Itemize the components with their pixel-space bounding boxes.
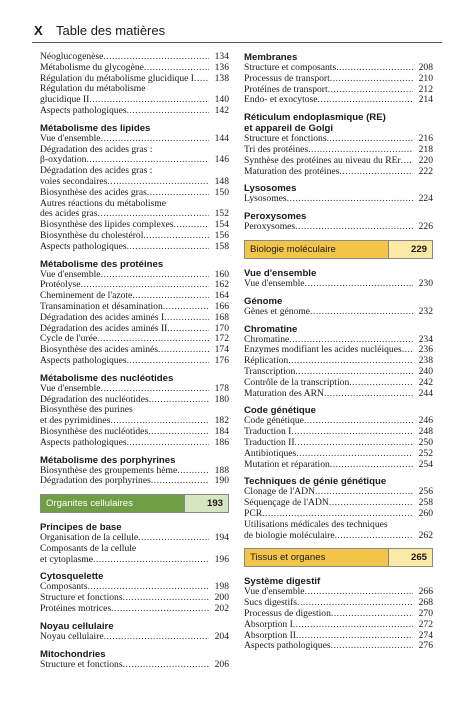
toc-entry-page: 194 — [214, 532, 229, 544]
toc-entry-page: 184 — [214, 425, 229, 437]
toc-entry[interactable] — [244, 389, 433, 400]
toc-entry-title: Traduction I — [244, 426, 292, 438]
page-title: Table des matières — [56, 23, 166, 38]
toc-entry-title: Gènes et génome — [244, 305, 311, 317]
toc-entry-title: Code génétique — [244, 415, 304, 427]
chapter-page-number: 265 — [388, 549, 432, 566]
section-heading: Membranes — [244, 52, 298, 63]
toc-entry-title: Sucs digestifs — [244, 597, 298, 609]
toc-entry-title: Réplication — [244, 355, 289, 367]
dot-leader — [194, 74, 209, 85]
dot-leader — [315, 487, 413, 498]
toc-entry-title: Biosynthèse des groupements hème — [40, 464, 178, 476]
dot-leader — [295, 222, 413, 233]
toc-entry-page: 274 — [418, 629, 433, 641]
dot-leader — [127, 106, 209, 117]
dot-leader — [167, 324, 209, 335]
dot-leader — [144, 63, 209, 74]
toc-entry-page: 246 — [418, 415, 433, 427]
toc-entry-page: 248 — [418, 426, 433, 438]
toc-entry-title: Synthèse des protéines au niveau du REr — [244, 154, 401, 166]
toc-entry-title: Mutation et réparation — [244, 458, 330, 470]
toc-entry-page: 200 — [214, 592, 229, 604]
dot-leader — [305, 587, 413, 598]
dot-leader — [101, 134, 209, 145]
toc-entry[interactable] — [244, 531, 433, 542]
toc-entry-title: Dégradation des porphyrines — [40, 475, 151, 487]
dot-leader — [149, 395, 209, 406]
toc-entry[interactable] — [244, 156, 433, 167]
chapter-title: Tissus et organes — [245, 549, 388, 566]
toc-entry-title: Processus de transport — [244, 72, 330, 84]
dot-leader — [339, 167, 413, 178]
dot-leader — [101, 270, 209, 281]
section-heading: Principes de base — [40, 522, 122, 534]
toc-entry-page: 212 — [418, 83, 433, 95]
dot-leader — [148, 427, 209, 438]
toc-entry-page: 218 — [418, 143, 433, 155]
toc-entry[interactable] — [40, 632, 229, 643]
toc-entry-title: Structure et fonctions — [40, 592, 123, 604]
toc-entry-page: 150 — [214, 186, 229, 198]
toc-entry[interactable] — [244, 279, 433, 290]
dot-leader — [288, 356, 413, 367]
section-heading: Chromatine — [244, 323, 298, 335]
dot-leader — [327, 134, 413, 145]
toc-entry-page: 268 — [418, 597, 433, 609]
dot-leader — [174, 220, 210, 231]
toc-entry-title: glucidique II — [40, 94, 90, 106]
toc-entry-title: Peroxysomes — [244, 221, 296, 233]
toc-entry-page: 180 — [214, 393, 229, 405]
toc-entry-page: 242 — [418, 376, 433, 388]
dot-leader — [330, 460, 413, 471]
section-heading: Système digestif — [244, 576, 321, 588]
dot-leader — [305, 279, 413, 290]
toc-entry-page: 240 — [418, 365, 433, 377]
toc-entry-title: des acides gras — [40, 208, 98, 220]
toc-entry-title: Vue d'ensemble — [244, 277, 305, 289]
toc-entry-page: 182 — [214, 415, 229, 427]
toc-entry-title: PCR — [244, 507, 263, 519]
toc-entry-title: Structure et composants — [244, 62, 337, 73]
section-heading: Peroxysomes — [244, 211, 307, 223]
toc-entry-page: 196 — [214, 553, 229, 565]
section-heading: Métabolisme des porphyrines — [40, 454, 176, 466]
toc-entry[interactable] — [40, 356, 229, 367]
page-number: X — [34, 23, 43, 38]
dot-leader — [401, 156, 413, 167]
toc-entry-page: 262 — [418, 529, 433, 541]
toc-entry-page: 188 — [214, 464, 229, 476]
toc-entry-page: 210 — [418, 72, 433, 84]
toc-entry-page: 178 — [214, 382, 229, 394]
toc-entry-page: 216 — [418, 133, 433, 145]
dot-leader — [328, 85, 413, 96]
toc-entry-page: 148 — [214, 175, 229, 187]
toc-entry[interactable] — [40, 313, 229, 324]
toc-entry-page: 234 — [418, 333, 433, 345]
toc-entry-title: Structure et fonctions — [40, 658, 123, 670]
toc-entry-page: 138 — [214, 72, 229, 84]
toc-entry-page: 222 — [418, 165, 433, 177]
toc-entry-page: 160 — [214, 268, 229, 280]
toc-entry-title: Dégradation des acides aminés II — [40, 322, 168, 334]
toc-entry-title: Chromatine — [244, 333, 290, 345]
toc-entry-page: 174 — [214, 344, 229, 356]
toc-entry-page: 266 — [418, 586, 433, 598]
section-heading: Cytosquelette — [40, 571, 104, 583]
dot-leader — [164, 313, 209, 324]
chapter-banner[interactable] — [244, 548, 433, 567]
toc-entry-title: Aspects pathologiques — [40, 240, 127, 252]
toc-entry-title: Cheminement de l'azote — [40, 290, 133, 302]
toc-entry-title: Protéines motrices — [40, 603, 112, 615]
toc-entry-title: Absorption I — [244, 618, 293, 630]
toc-entry-page: 250 — [418, 436, 433, 448]
toc-entry-title: Cycle de l'urée — [40, 333, 98, 345]
toc-entry-title: Organisation de la cellule — [40, 532, 139, 544]
toc-entry[interactable] — [40, 438, 229, 449]
toc-entry-page: 168 — [214, 311, 229, 323]
chapter-page-number: 193 — [184, 495, 228, 512]
toc-entry-title: Enzymes modifiant les acides nucléiques — [244, 344, 402, 356]
toc-entry[interactable] — [40, 242, 229, 253]
toc-entry-title: Aspects pathologiques — [40, 436, 127, 448]
toc-entry[interactable] — [40, 384, 229, 395]
dot-leader — [304, 416, 413, 427]
toc-entry-title: Endo- et exocytose — [244, 94, 318, 106]
dot-leader — [335, 531, 413, 542]
toc-entry-title: Aspects pathologiques — [40, 104, 127, 116]
toc-entry-page: 276 — [418, 640, 433, 652]
dot-leader — [330, 74, 413, 85]
toc-entry[interactable] — [244, 641, 433, 652]
toc-entry[interactable] — [244, 460, 433, 471]
toc-entry-page: 244 — [418, 387, 433, 399]
toc-entry-page: 162 — [214, 279, 229, 291]
toc-entry-title: et cytoplasme — [40, 553, 94, 565]
toc-entry-title: Vue d'ensemble — [40, 382, 101, 394]
toc-entry[interactable] — [244, 194, 433, 205]
section-heading: Réticulum endoplasmique (RE) — [244, 112, 386, 124]
dot-leader — [127, 356, 209, 367]
dot-leader — [336, 63, 413, 74]
dot-leader — [177, 466, 209, 477]
toc-entry-page: 206 — [214, 658, 229, 670]
chapter-page-number: 229 — [388, 241, 432, 258]
toc-entry-page: 146 — [214, 154, 229, 166]
section-heading: Techniques de génie génétique — [244, 476, 387, 488]
toc-entry-title: Protéines de transport — [244, 83, 328, 95]
toc-entry-page: 142 — [214, 104, 229, 116]
toc-entry-page: 136 — [214, 61, 229, 73]
toc-entry-title: β-oxydation — [40, 154, 87, 166]
toc-entry-title: Biosynthèse des purines — [40, 404, 133, 416]
toc-entry-page: 176 — [214, 354, 229, 366]
section-heading: Vue d'ensemble — [244, 267, 317, 279]
toc-entry-title: Composants — [40, 581, 88, 593]
toc-entry[interactable] — [40, 188, 229, 199]
dot-leader — [147, 188, 209, 199]
toc-entry-title: Aspects pathologiques — [40, 354, 127, 366]
toc-entry-title: Transcription — [244, 365, 296, 377]
toc-entry-title: Dégradation des acides gras : — [40, 165, 153, 177]
toc-entry-title: Autres réactions du métabolisme — [40, 197, 167, 209]
toc-entry-page: 232 — [418, 305, 433, 317]
dot-leader — [331, 609, 413, 620]
toc-entry[interactable] — [40, 555, 229, 566]
toc-entry[interactable] — [244, 378, 433, 389]
dot-leader — [293, 620, 413, 631]
toc-entry-title: Noyau cellulaire — [40, 630, 104, 642]
toc-right-column — [244, 52, 433, 652]
toc-entry-title: Structure et fonctions — [244, 133, 327, 145]
toc-entry-title: Biosynthèse des lipides complexes — [40, 219, 174, 231]
toc-entry-page: 140 — [214, 94, 229, 106]
toc-entry-page: 238 — [418, 355, 433, 367]
toc-entry-page: 252 — [418, 447, 433, 459]
toc-entry-page: 220 — [418, 154, 433, 166]
dot-leader — [287, 194, 413, 205]
toc-entry-page: 154 — [214, 219, 229, 231]
toc-entry-title: Dégradation des acides aminés I — [40, 311, 165, 323]
toc-entry[interactable] — [40, 106, 229, 117]
toc-entry[interactable] — [40, 476, 229, 487]
section-heading: Mitochondries — [40, 648, 106, 660]
toc-entry-page: 158 — [214, 240, 229, 252]
toc-entry-title: Néoglucogenèse — [40, 51, 104, 62]
toc-entry-title: Maturation des ARN — [244, 387, 324, 399]
dot-leader — [151, 476, 209, 487]
dot-leader — [331, 641, 413, 652]
toc-entry-title: Processus de digestion — [244, 607, 331, 619]
toc-entry-title: Biosynthèse des acides gras — [40, 186, 147, 198]
section-heading: Métabolisme des protéines — [40, 258, 164, 270]
toc-entry-page: 152 — [214, 208, 229, 220]
toc-entry[interactable] — [40, 134, 229, 145]
toc-entry[interactable] — [40, 660, 229, 671]
dot-leader — [138, 533, 209, 544]
dot-leader — [295, 438, 413, 449]
toc-entry-title: Clonage de l'ADN — [244, 486, 316, 498]
toc-entry[interactable] — [244, 307, 433, 318]
dot-leader — [127, 242, 209, 253]
toc-entry-page: 260 — [418, 507, 433, 519]
dot-leader — [93, 555, 209, 566]
header-rule — [32, 42, 442, 43]
toc-entry[interactable] — [244, 95, 433, 106]
toc-entry-page: 256 — [418, 486, 433, 498]
page-header — [0, 0, 474, 44]
toc-entry-page: 190 — [214, 475, 229, 487]
toc-entry-title: Transamination et désamination — [40, 300, 163, 312]
dot-leader — [123, 593, 209, 604]
toc-entry-title: Maturation des protéines — [244, 165, 340, 177]
toc-entry[interactable] — [244, 222, 433, 233]
toc-entry-page: 172 — [214, 333, 229, 345]
toc-entry-title: Biosynthèse du cholestérol — [40, 229, 144, 241]
toc-entry-title: Traduction II — [244, 436, 295, 448]
toc-entry-title: Vue d'ensemble — [244, 586, 305, 598]
toc-entry-page: 208 — [418, 62, 433, 73]
toc-entry-title: Dégradation des acides gras : — [40, 143, 153, 155]
toc-entry[interactable] — [40, 63, 229, 74]
chapter-banner[interactable] — [40, 494, 229, 513]
toc-entry-title: Métabolisme du glycogène — [40, 61, 144, 73]
dot-leader — [349, 378, 413, 389]
toc-entry-title: Composants de la cellule — [40, 542, 137, 554]
dot-leader — [318, 95, 413, 106]
section-heading: et appareil de Golgi — [244, 123, 334, 135]
toc-entry-title: voies secondaires — [40, 175, 108, 187]
toc-entry-title: Utilisations médicales des techniques — [244, 518, 388, 530]
toc-entry-title: Absorption II — [244, 629, 296, 641]
toc-entry-title: Tri des protéines — [244, 143, 309, 155]
toc-entry-page: 272 — [418, 618, 433, 630]
toc-entry[interactable] — [40, 604, 229, 615]
toc-entry-title: de biologie moléculaire — [244, 529, 335, 541]
toc-entry-title: Lysosomes — [244, 193, 287, 205]
dot-leader — [158, 345, 209, 356]
toc-entry-page: 214 — [418, 94, 433, 106]
dot-leader — [324, 389, 413, 400]
toc-entry-title: Antibiotiques — [244, 447, 297, 459]
dot-leader — [329, 498, 413, 509]
dot-leader — [101, 384, 209, 395]
toc-entry-title: Régulation du métabolisme — [40, 83, 146, 95]
toc-entry[interactable] — [244, 520, 433, 531]
dot-leader — [310, 307, 413, 318]
toc-entry[interactable] — [244, 449, 433, 460]
toc-entry-page: 258 — [418, 497, 433, 509]
dot-leader — [123, 660, 209, 671]
section-heading: Noyau cellulaire — [40, 620, 114, 632]
section-heading: Métabolisme des nucléotides — [40, 372, 174, 384]
dot-leader — [104, 632, 209, 643]
toc-entry[interactable] — [244, 167, 433, 178]
toc-entry-title: Protéolyse — [40, 279, 81, 291]
toc-entry-page: 224 — [418, 193, 433, 205]
toc-entry-page: 164 — [214, 290, 229, 302]
toc-entry[interactable] — [244, 620, 433, 631]
toc-entry-title: Séquençage de l'ADN — [244, 497, 329, 509]
toc-entry-title: Vue d'ensemble — [40, 132, 101, 144]
toc-entry-page: 134 — [214, 51, 229, 62]
dot-leader — [402, 345, 413, 356]
section-heading: Métabolisme des lipides — [40, 122, 151, 134]
dot-leader — [163, 302, 209, 313]
toc-entry-title: Vue d'ensemble — [40, 268, 101, 280]
chapter-title: Biologie moléculaire — [245, 241, 388, 258]
dot-leader — [127, 438, 209, 449]
toc-entry-page: 202 — [214, 603, 229, 615]
dot-leader — [296, 449, 413, 460]
toc-entry-page: 186 — [214, 436, 229, 448]
chapter-banner[interactable] — [244, 240, 433, 259]
toc-entry-page: 166 — [214, 300, 229, 312]
toc-entry-page: 270 — [418, 607, 433, 619]
toc-entry-page: 226 — [418, 221, 433, 233]
toc-entry-title: Régulation du métabolisme glucidique I — [40, 72, 195, 84]
toc-entry-page: 170 — [214, 322, 229, 334]
toc-entry-title: Contrôle de la transcription — [244, 376, 350, 388]
toc-entry[interactable] — [244, 498, 433, 509]
toc-entry-title: Aspects pathologiques — [244, 640, 331, 652]
section-heading: Lysosomes — [244, 183, 297, 195]
dot-leader — [111, 604, 209, 615]
dot-leader — [291, 427, 413, 438]
toc-left-column — [40, 52, 229, 670]
toc-entry-page: 144 — [214, 132, 229, 144]
section-heading: Code génétique — [244, 405, 316, 417]
toc-entry-title: et des pyrimidines — [40, 415, 111, 427]
chapter-title: Organites cellulaires — [41, 495, 184, 512]
dot-leader — [143, 231, 209, 242]
toc-entry[interactable] — [244, 74, 433, 85]
toc-entry-page: 236 — [418, 344, 433, 356]
toc-entry-page: 156 — [214, 229, 229, 241]
toc-entry-page: 230 — [418, 277, 433, 289]
toc-entry-title: Biosynthèse des acides aminés — [40, 344, 159, 356]
toc-entry-title: Biosynthèse des nucléotides — [40, 425, 149, 437]
toc-entry-page: 198 — [214, 581, 229, 593]
toc-entry-title: Dégradation des nucléotides — [40, 393, 149, 405]
section-heading: Génome — [244, 295, 283, 307]
toc-entry-page: 204 — [214, 630, 229, 642]
toc-entry-page: 254 — [418, 458, 433, 470]
